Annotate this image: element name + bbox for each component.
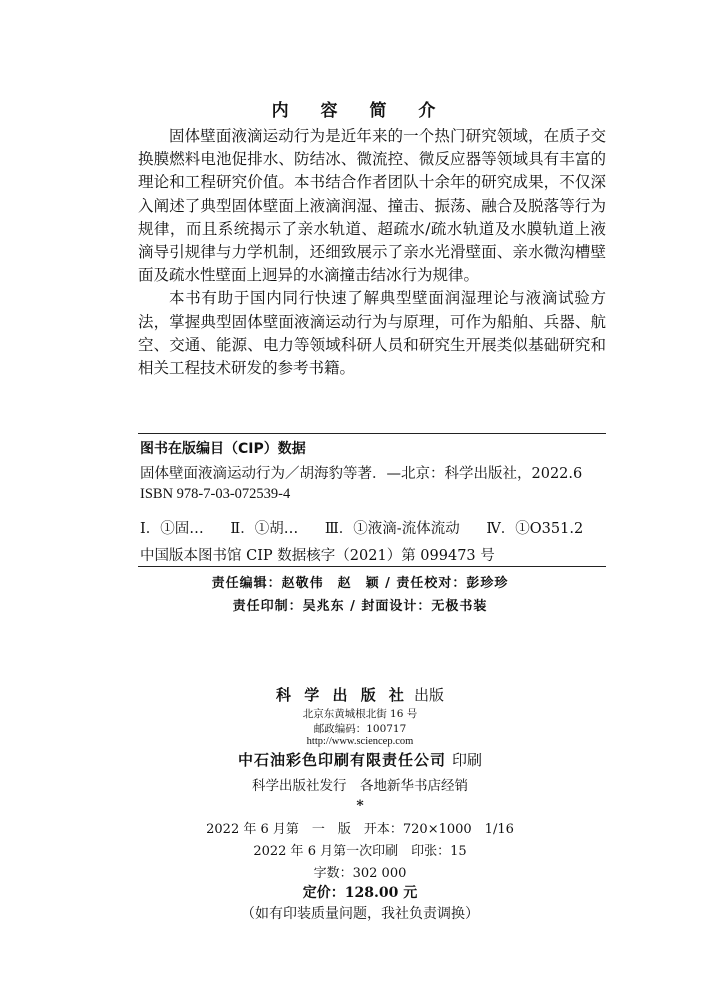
cip-class-2: Ⅱ．①胡… <box>230 521 299 537</box>
cip-isbn: ISBN 978-7-03-072539-4 <box>140 486 291 502</box>
edition-line: 2022 年 6 月第 一 版 开本：720×1000 1/16 <box>206 822 514 837</box>
publisher-postcode: 邮政编码：100717 <box>313 723 407 735</box>
cip-title-line: 固体壁面液滴运动行为／胡海豹等著．—北京：科学出版社，2022.6 <box>140 466 583 482</box>
printer-line <box>0 749 720 770</box>
summary-paragraph-2: 本书有助于国内同行快速了解典型壁面润湿理论与液滴试验方法，掌握典型固体壁面液滴运动行为与原理，可作为船舶、兵器、航空、交通、能源、电力等领域科研人员和研究生开展类似基础研究和相关工程技术研发的参考书籍。 <box>138 289 606 378</box>
cip-class-1: Ⅰ．①固… <box>140 521 204 537</box>
publisher-url: http://www.sciencep.com <box>306 736 414 747</box>
cip-classifications <box>140 517 605 538</box>
cip-class-4: Ⅳ．①O351.2 <box>486 521 584 537</box>
summary-title: 内 容 简 介 <box>271 101 449 121</box>
price: 定价：128.00 元 <box>302 885 418 901</box>
publisher-address: 北京东黄城根北街 16 号 <box>302 708 418 720</box>
distribution-line: 科学出版社发行 各地新华书店经销 <box>252 778 468 794</box>
printer-name: 中石油彩色印刷有限责任公司 <box>237 751 446 769</box>
credits-production: 责任印制：吴兆东 / 封面设计：无极书装 <box>232 599 488 614</box>
summary-paragraph-1: 固体壁面液滴运动行为是近年来的一个热门研究领域，在质子交换膜燃料电池促排水、防结冰、微流控、微反应器等领域具有丰富的理论和工程研究价值。本书结合作者团队十余年的研究成果，不仅深入阐述了典型固体壁面上液滴润湿、撞击、振荡、融合及脱落等行为规律，而且系统揭示了亲水轨道、超疏水/疏水轨道及水膜轨道上液滴导引规律与力学机制，还细致展示了亲水光滑壁面、亲水微沟槽壁面及疏水性壁面上迥异的水滴撞击结冰行为规律。 <box>138 127 606 285</box>
quality-notice: （如有印装质量问题，我社负责调换） <box>241 906 479 922</box>
word-count: 字数：302 000 <box>313 866 407 881</box>
printing-line: 2022 年 6 月第一次印刷 印张：15 <box>253 844 467 859</box>
cip-top-rule <box>138 433 606 434</box>
cip-bottom-rule <box>138 566 606 567</box>
cip-heading: 图书在版编目（CIP）数据 <box>140 441 306 457</box>
publisher-name: 科 学 出 版 社 <box>276 686 408 704</box>
printer-suffix: 印刷 <box>452 751 483 769</box>
publisher-suffix: 出版 <box>413 686 444 704</box>
cip-number: 中国版本图书馆 CIP 数据核字（2021）第 099473 号 <box>140 548 495 564</box>
credits-editors: 责任编辑：赵敬伟 赵 颖 / 责任校对：彭珍珍 <box>211 576 509 591</box>
publisher-line <box>0 684 720 705</box>
cip-class-3: Ⅲ．①液滴-流体流动 <box>324 521 460 537</box>
summary-body <box>138 125 606 380</box>
separator-star: * <box>356 798 364 814</box>
